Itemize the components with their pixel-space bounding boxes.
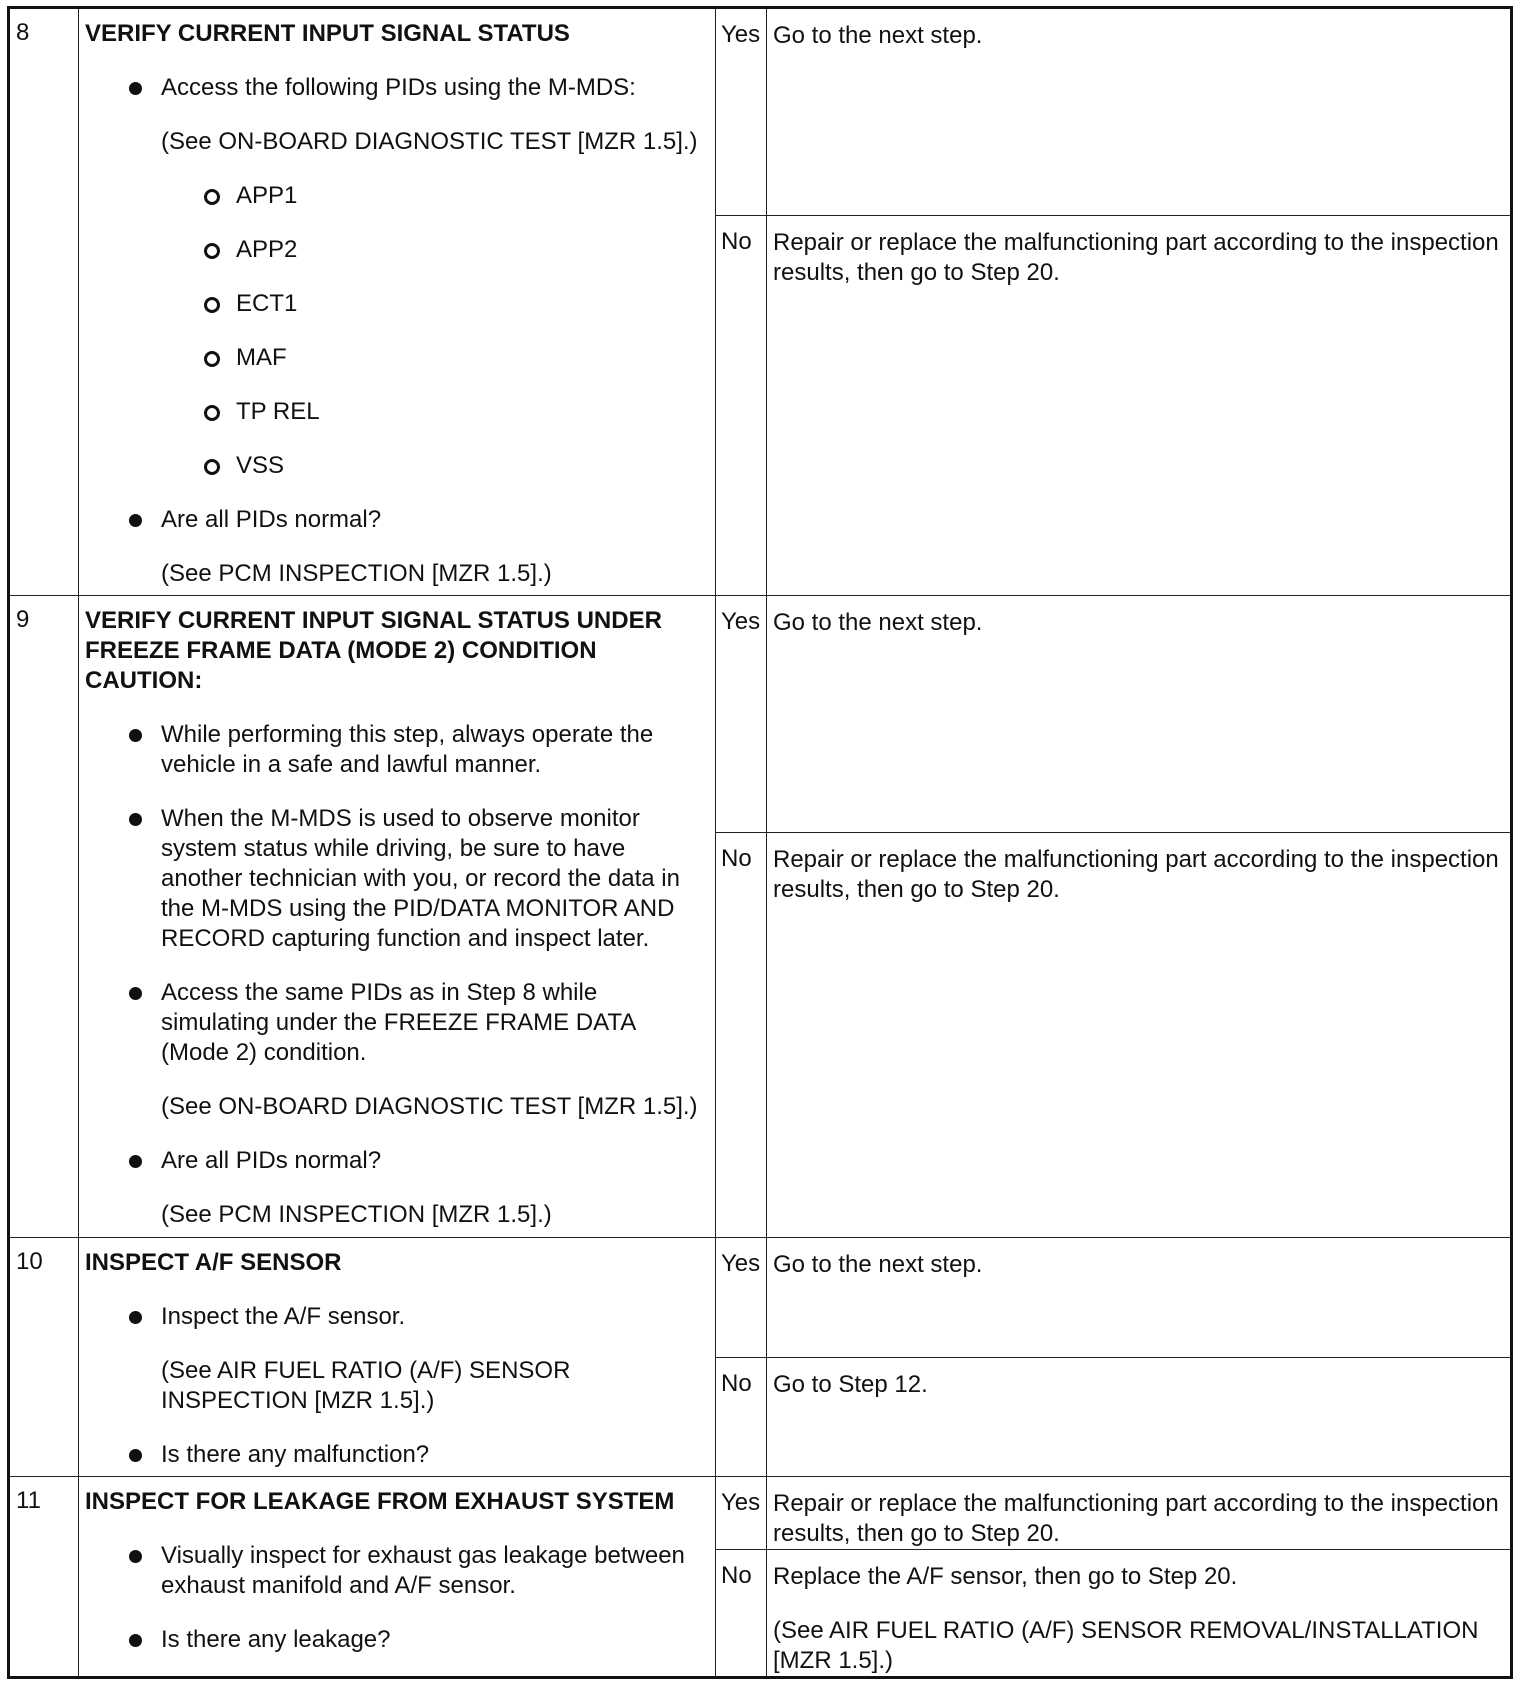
no-action: Replace the A/F sensor, then go to Step 20. (773, 1563, 1238, 1590)
step-9-yes-row (9, 596, 1512, 833)
no-action: Go to Step 12. (767, 1357, 1512, 1477)
yes-action: Go to the next step. (767, 596, 1512, 833)
pid-item: APP1 (85, 181, 709, 211)
step-description (79, 596, 716, 1238)
bullet-item: Are all PIDs normal? (85, 1146, 709, 1176)
step-description (79, 8, 716, 596)
reference-link[interactable]: (See PCM INSPECTION [MZR 1.5].) (161, 1201, 552, 1228)
bullet-item: Is there any malfunction? (85, 1440, 709, 1470)
step-number: 9 (9, 596, 79, 1238)
step-number: 11 (9, 1477, 79, 1678)
no-action: Repair or replace the malfunctioning part according to the inspection results, then go to Step 20. (767, 833, 1512, 1238)
reference-link[interactable]: (See ON-BOARD DIAGNOSTIC TEST [MZR 1.5].) (161, 128, 698, 155)
bullet-item: While performing this step, always operate the vehicle in a safe and lawful manner. (85, 720, 709, 780)
bullet-item: When the M-MDS is used to observe monitor system status while driving, be sure to have another technician with you, or record the data in the M-MDS using the PID/DATA MONITOR AND RECORD capturing function and inspect later. (85, 804, 709, 954)
yes-action: Go to the next step. (767, 8, 1512, 216)
no-label: No (716, 1550, 767, 1678)
no-action: Repair or replace the malfunctioning part according to the inspection results, then go to Step 20. (767, 215, 1512, 595)
bullet-item: Is there any leakage? (85, 1625, 709, 1655)
reference-link[interactable]: (See AIR FUEL RATIO (A/F) SENSOR INSPECTION [MZR 1.5].) (161, 1357, 571, 1414)
step-number: 8 (9, 8, 79, 596)
no-label: No (716, 215, 767, 595)
bullet-item: Access the following PIDs using the M-MDS: (85, 73, 709, 103)
yes-action: Repair or replace the malfunctioning part according to the inspection results, then go to Step 20. (767, 1477, 1512, 1550)
step-8-yes-row (9, 8, 1512, 216)
no-label: No (716, 833, 767, 1238)
step-title: VERIFY CURRENT INPUT SIGNAL STATUS UNDER FREEZE FRAME DATA (MODE 2) CONDITION (85, 607, 662, 664)
step-10-yes-row (9, 1238, 1512, 1358)
yes-label: Yes (716, 1238, 767, 1358)
bullet-item: Are all PIDs normal? (85, 505, 709, 535)
step-11-yes-row (9, 1477, 1512, 1550)
yes-label: Yes (716, 1477, 767, 1550)
step-title: VERIFY CURRENT INPUT SIGNAL STATUS (85, 20, 570, 47)
step-title: INSPECT A/F SENSOR (85, 1249, 342, 1276)
pid-item: VSS (85, 451, 709, 481)
step-description (79, 1477, 716, 1678)
reference-link[interactable]: (See PCM INSPECTION [MZR 1.5].) (161, 560, 552, 587)
no-label: No (716, 1357, 767, 1477)
yes-label: Yes (716, 8, 767, 216)
diagnostic-procedure-table (7, 6, 1513, 1679)
reference-link[interactable]: (See ON-BOARD DIAGNOSTIC TEST [MZR 1.5].) (161, 1093, 698, 1120)
pid-item: MAF (85, 343, 709, 373)
pid-item: APP2 (85, 235, 709, 265)
bullet-item: Visually inspect for exhaust gas leakage between exhaust manifold and A/F sensor. (85, 1541, 709, 1601)
yes-label: Yes (716, 596, 767, 833)
step-description (79, 1238, 716, 1477)
bullet-item: Inspect the A/F sensor. (85, 1302, 709, 1332)
step-title: INSPECT FOR LEAKAGE FROM EXHAUST SYSTEM (85, 1488, 675, 1515)
caution-label: CAUTION: (85, 667, 203, 694)
bullet-item: Access the same PIDs as in Step 8 while simulating under the FREEZE FRAME DATA (Mode 2) condition. (85, 978, 709, 1068)
step-number: 10 (9, 1238, 79, 1477)
pid-item: ECT1 (85, 289, 709, 319)
yes-action: Go to the next step. (767, 1238, 1512, 1358)
no-action-cell (767, 1550, 1512, 1678)
pid-item: TP REL (85, 397, 709, 427)
reference-link[interactable]: (See AIR FUEL RATIO (A/F) SENSOR REMOVAL/INSTALLATION [MZR 1.5].) (773, 1617, 1479, 1674)
